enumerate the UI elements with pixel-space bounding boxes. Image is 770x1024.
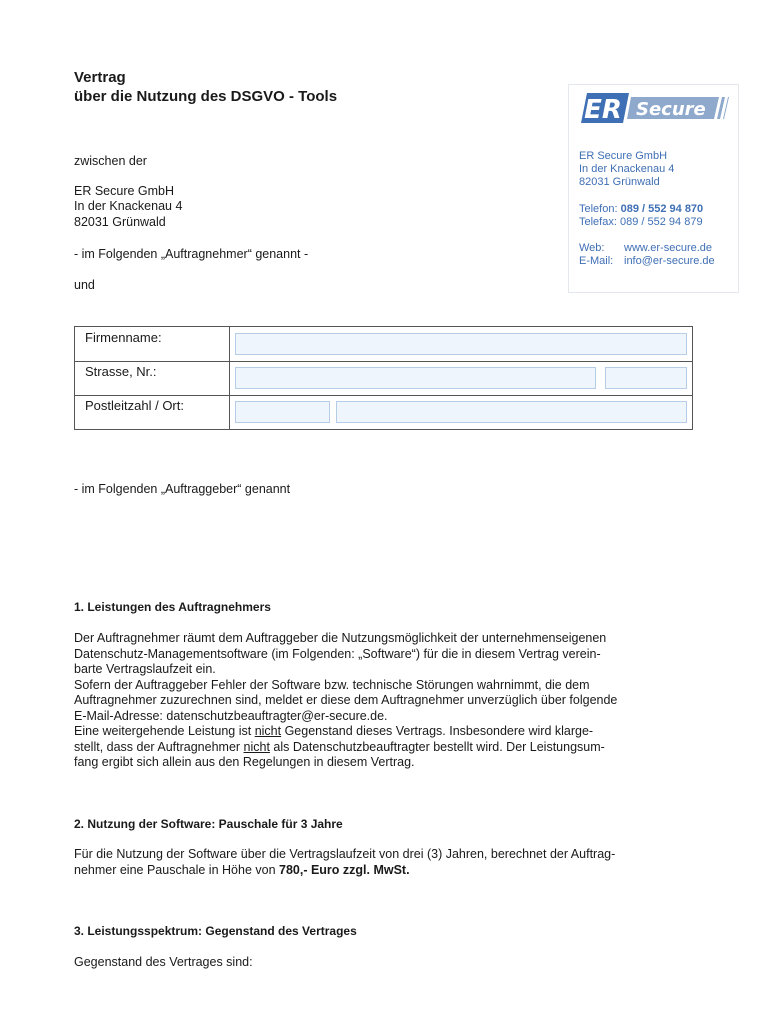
city-label: Postleitzahl / Ort: — [85, 398, 184, 413]
section-1-body — [74, 631, 704, 771]
s1-line — [74, 724, 704, 740]
sidebar-city: 82031 Grünwald — [579, 176, 660, 188]
web-link[interactable]: www.er-secure.de — [624, 242, 713, 254]
company-name-field[interactable] — [235, 333, 687, 355]
house-number-field[interactable] — [605, 367, 687, 389]
client-role: - im Folgenden „Auftraggeber“ genannt — [74, 482, 291, 496]
s1-line — [74, 740, 704, 756]
title-line-2: über die Nutzung des DSGVO - Tools — [74, 88, 338, 105]
s1-text: als Datenschutzbeauftragter bestellt wird. Der Leistungsum- — [269, 739, 605, 754]
s1-line: barte Vertragslaufzeit ein. — [74, 662, 216, 676]
contractor-role: - im Folgenden „Auftragnehmer“ genannt - — [74, 247, 309, 261]
phone-number: 089 / 552 94 870 — [620, 203, 704, 215]
logo-secure-text: Secure — [636, 99, 706, 120]
section-2-body — [74, 847, 704, 878]
s1-line: Sofern der Auftraggeber Fehler der Software bzw. technische Störungen wahrnimmt, die dem — [74, 677, 590, 692]
web-label: Web: — [579, 242, 605, 254]
er-secure-logo — [579, 89, 729, 127]
section-2-heading: 2. Nutzung der Software: Pauschale für 3 Jahre — [74, 817, 343, 831]
s1-line: Auftragnehmer zuzurechnen sind, meldet er diese dem Auftragnehmer unverzüglich über folgende — [74, 693, 618, 707]
section-1-heading: 1. Leistungen des Auftragnehmers — [74, 600, 271, 614]
and-text: und — [74, 278, 95, 292]
contractor-city: 82031 Grünwald — [74, 215, 166, 229]
client-form-table — [74, 326, 693, 430]
table-divider — [229, 327, 230, 429]
contractor-street: In der Knackenau 4 — [74, 199, 183, 213]
sidebar-phone — [579, 203, 703, 216]
s1-text: Gegenstand dieses Vertrags. Insbesondere wird klarge- — [281, 724, 594, 738]
s2-line: Für die Nutzung der Software über die Vertragslaufzeit von drei (3) Jahren, berechnet der Auftrag- — [74, 847, 616, 861]
s1-text: Eine weitergehende Leistung ist — [74, 724, 255, 738]
street-field[interactable] — [235, 367, 596, 389]
sidebar-email — [579, 255, 715, 268]
fax-number: 089 / 552 94 879 — [619, 216, 703, 228]
sidebar-street: In der Knackenau 4 — [579, 163, 675, 175]
sidebar-web — [579, 242, 712, 255]
row-divider — [75, 361, 692, 362]
city-field[interactable] — [336, 401, 687, 423]
s2-line — [74, 863, 704, 879]
price: 780,- Euro zzgl. MwSt. — [279, 862, 410, 877]
sidebar-fax — [579, 216, 703, 229]
phone-label: Telefon: — [579, 203, 618, 215]
company-label: Firmenname: — [85, 330, 162, 345]
s1-line: Datenschutz-Managementsoftware (im Folgenden: „Software“) für die in diesem Vertrag verein- — [74, 646, 601, 661]
s1-text: stellt, dass der Auftragnehmer — [74, 739, 244, 754]
title-line-1: Vertrag — [74, 69, 126, 86]
logo-er-text: ER — [584, 95, 622, 125]
street-label: Strasse, Nr.: — [85, 364, 157, 379]
section-3-body: Gegenstand des Vertrages sind: — [74, 955, 253, 969]
email-label: E-Mail: — [579, 255, 614, 267]
document-title — [74, 68, 337, 106]
section-3-heading: 3. Leistungsspektrum: Gegenstand des Vertrages — [74, 924, 357, 938]
s1-line: Der Auftragnehmer räumt dem Auftraggeber die Nutzungsmöglichkeit der unternehmenseigenen — [74, 631, 607, 645]
row-divider — [75, 395, 692, 396]
underlined-nicht: nicht — [243, 739, 270, 754]
s1-line: E-Mail-Adresse: datenschutzbeauftragter@er-secure.de. — [74, 708, 388, 723]
sidebar-company: ER Secure GmbH — [579, 150, 668, 162]
between-text: zwischen der — [74, 154, 147, 168]
email-link[interactable]: info@er-secure.de — [624, 255, 715, 267]
fax-label: Telefax: — [579, 216, 617, 228]
contractor-name: ER Secure GmbH — [74, 184, 175, 198]
company-info-box — [568, 84, 739, 293]
s2-text: nehmer eine Pauschale in Höhe von — [74, 862, 279, 877]
s1-line: fang ergibt sich allein aus den Regelungen in diesem Vertrag. — [74, 755, 415, 769]
zip-field[interactable] — [235, 401, 330, 423]
underlined-nicht: nicht — [254, 724, 282, 738]
